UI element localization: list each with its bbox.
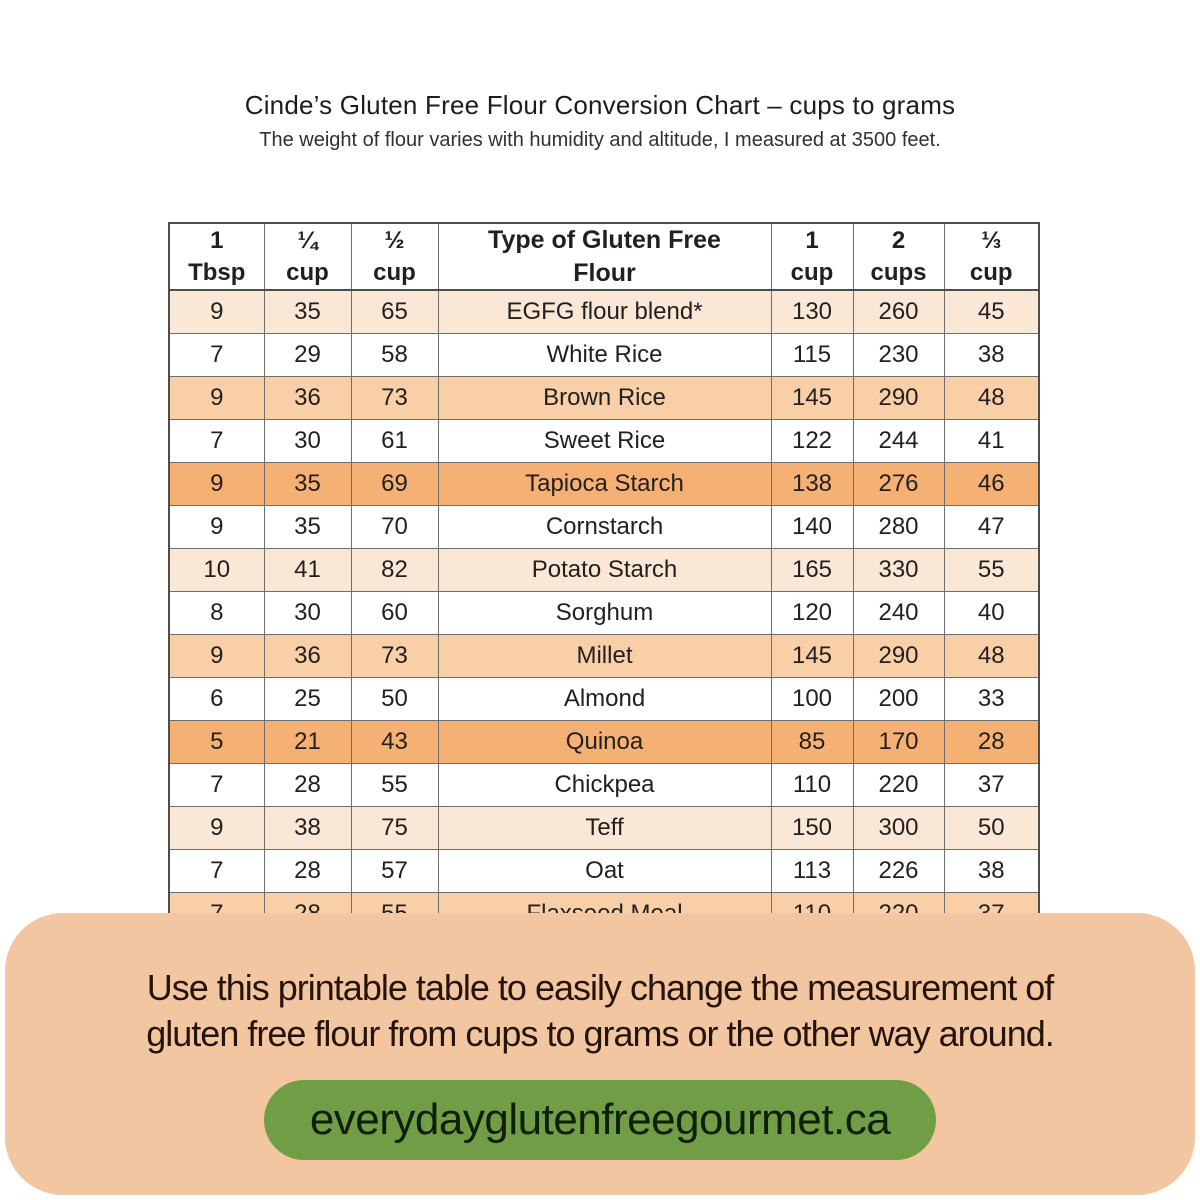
table-row — [169, 764, 1039, 807]
value-cell: 226 — [853, 850, 944, 893]
value-cell: 200 — [853, 678, 944, 721]
value-cell: 5 — [169, 721, 264, 764]
value-cell: 244 — [853, 420, 944, 463]
value-cell: 75 — [351, 807, 438, 850]
flour-name-cell: Brown Rice — [438, 377, 771, 420]
value-cell: 30 — [264, 420, 351, 463]
value-cell: 170 — [853, 721, 944, 764]
value-cell: 41 — [264, 549, 351, 592]
value-cell: 30 — [264, 592, 351, 635]
value-cell: 150 — [771, 807, 853, 850]
value-cell: 9 — [169, 506, 264, 549]
flour-name-cell: Potato Starch — [438, 549, 771, 592]
value-cell: 115 — [771, 334, 853, 377]
table-row — [169, 635, 1039, 678]
value-cell: 9 — [169, 635, 264, 678]
flour-name-cell: Cornstarch — [438, 506, 771, 549]
value-cell: 73 — [351, 377, 438, 420]
value-cell: 29 — [264, 334, 351, 377]
flour-name-cell: Teff — [438, 807, 771, 850]
value-cell: 28 — [264, 850, 351, 893]
value-cell: 55 — [944, 549, 1039, 592]
flour-name-cell: Oat — [438, 850, 771, 893]
value-cell: 46 — [944, 463, 1039, 506]
value-cell: 45 — [944, 290, 1039, 334]
value-cell: 60 — [351, 592, 438, 635]
value-cell: 50 — [351, 678, 438, 721]
value-cell: 290 — [853, 377, 944, 420]
column-header-1-cup: 1 cup — [771, 223, 853, 290]
value-cell: 28 — [944, 721, 1039, 764]
value-cell: 145 — [771, 635, 853, 678]
flour-name-cell: EGFG flour blend* — [438, 290, 771, 334]
value-cell: 330 — [853, 549, 944, 592]
value-cell: 73 — [351, 635, 438, 678]
column-header-1-tbsp: 1 Tbsp — [169, 223, 264, 290]
value-cell: 69 — [351, 463, 438, 506]
value-cell: 35 — [264, 463, 351, 506]
table-row — [169, 549, 1039, 592]
table-row — [169, 850, 1039, 893]
value-cell: 70 — [351, 506, 438, 549]
website-url: everydayglutenfreegourmet.ca — [309, 1095, 891, 1144]
value-cell: 260 — [853, 290, 944, 334]
value-cell: 138 — [771, 463, 853, 506]
value-cell: 38 — [264, 807, 351, 850]
page-title: Cinde’s Gluten Free Flour Conversion Chart – cups to grams — [244, 90, 956, 120]
value-cell: 113 — [771, 850, 853, 893]
value-cell: 40 — [944, 592, 1039, 635]
table-row — [169, 334, 1039, 377]
table-row — [169, 678, 1039, 721]
value-cell: 47 — [944, 506, 1039, 549]
header-row — [169, 223, 1039, 290]
table-row — [169, 592, 1039, 635]
column-header-third-cup: ⅓ cup — [944, 223, 1039, 290]
column-header-half-cup: ½ cup — [351, 223, 438, 290]
flour-name-cell: Tapioca Starch — [438, 463, 771, 506]
value-cell: 35 — [264, 290, 351, 334]
value-cell: 36 — [264, 377, 351, 420]
value-cell: 165 — [771, 549, 853, 592]
value-cell: 35 — [264, 506, 351, 549]
value-cell: 8 — [169, 592, 264, 635]
value-cell: 41 — [944, 420, 1039, 463]
value-cell: 145 — [771, 377, 853, 420]
value-cell: 21 — [264, 721, 351, 764]
value-cell: 37 — [944, 764, 1039, 807]
footer-message-line1: Use this printable table to easily change the measurement of — [146, 967, 1054, 1008]
value-cell: 9 — [169, 377, 264, 420]
website-pill[interactable] — [264, 1080, 936, 1160]
value-cell: 9 — [169, 463, 264, 506]
flour-name-cell: Millet — [438, 635, 771, 678]
value-cell: 276 — [853, 463, 944, 506]
table-row — [169, 807, 1039, 850]
value-cell: 33 — [944, 678, 1039, 721]
page-subtitle: The weight of flour varies with humidity and altitude, I measured at 3500 feet. — [259, 129, 941, 151]
value-cell: 7 — [169, 420, 264, 463]
value-cell: 240 — [853, 592, 944, 635]
flour-name-cell: Sweet Rice — [438, 420, 771, 463]
value-cell: 7 — [169, 850, 264, 893]
value-cell: 57 — [351, 850, 438, 893]
value-cell: 43 — [351, 721, 438, 764]
value-cell: 85 — [771, 721, 853, 764]
value-cell: 122 — [771, 420, 853, 463]
column-header-quarter-cup: ¼ cup — [264, 223, 351, 290]
value-cell: 55 — [351, 764, 438, 807]
table-row — [169, 463, 1039, 506]
value-cell: 10 — [169, 549, 264, 592]
value-cell: 230 — [853, 334, 944, 377]
value-cell: 300 — [853, 807, 944, 850]
value-cell: 220 — [853, 764, 944, 807]
table-body — [169, 290, 1039, 936]
value-cell: 100 — [771, 678, 853, 721]
value-cell: 65 — [351, 290, 438, 334]
footer-callout — [5, 913, 1195, 1195]
value-cell: 50 — [944, 807, 1039, 850]
value-cell: 82 — [351, 549, 438, 592]
footer-message-line2: gluten free flour from cups to grams or the other way around. — [146, 1012, 1054, 1054]
column-header-2-cups: 2 cups — [853, 223, 944, 290]
value-cell: 290 — [853, 635, 944, 678]
flour-name-cell: Almond — [438, 678, 771, 721]
value-cell: 7 — [169, 334, 264, 377]
conversion-table — [168, 222, 1040, 937]
flour-name-cell: Sorghum — [438, 592, 771, 635]
conversion-table-wrap — [168, 222, 1038, 937]
value-cell: 38 — [944, 850, 1039, 893]
value-cell: 58 — [351, 334, 438, 377]
value-cell: 25 — [264, 678, 351, 721]
value-cell: 9 — [169, 290, 264, 334]
value-cell: 38 — [944, 334, 1039, 377]
flour-name-cell: Quinoa — [438, 721, 771, 764]
value-cell: 280 — [853, 506, 944, 549]
value-cell: 7 — [169, 764, 264, 807]
value-cell: 120 — [771, 592, 853, 635]
value-cell: 130 — [771, 290, 853, 334]
value-cell: 9 — [169, 807, 264, 850]
value-cell: 110 — [771, 764, 853, 807]
value-cell: 140 — [771, 506, 853, 549]
table-row — [169, 420, 1039, 463]
value-cell: 48 — [944, 377, 1039, 420]
table-row — [169, 377, 1039, 420]
value-cell: 6 — [169, 678, 264, 721]
value-cell: 61 — [351, 420, 438, 463]
value-cell: 48 — [944, 635, 1039, 678]
table-row — [169, 506, 1039, 549]
value-cell: 36 — [264, 635, 351, 678]
footer-message — [5, 965, 1195, 1056]
flour-name-cell: Chickpea — [438, 764, 771, 807]
column-header-flour-type: Type of Gluten Free Flour — [438, 223, 771, 290]
table-row — [169, 721, 1039, 764]
value-cell: 28 — [264, 764, 351, 807]
table-row — [169, 290, 1039, 334]
flour-name-cell: White Rice — [438, 334, 771, 377]
